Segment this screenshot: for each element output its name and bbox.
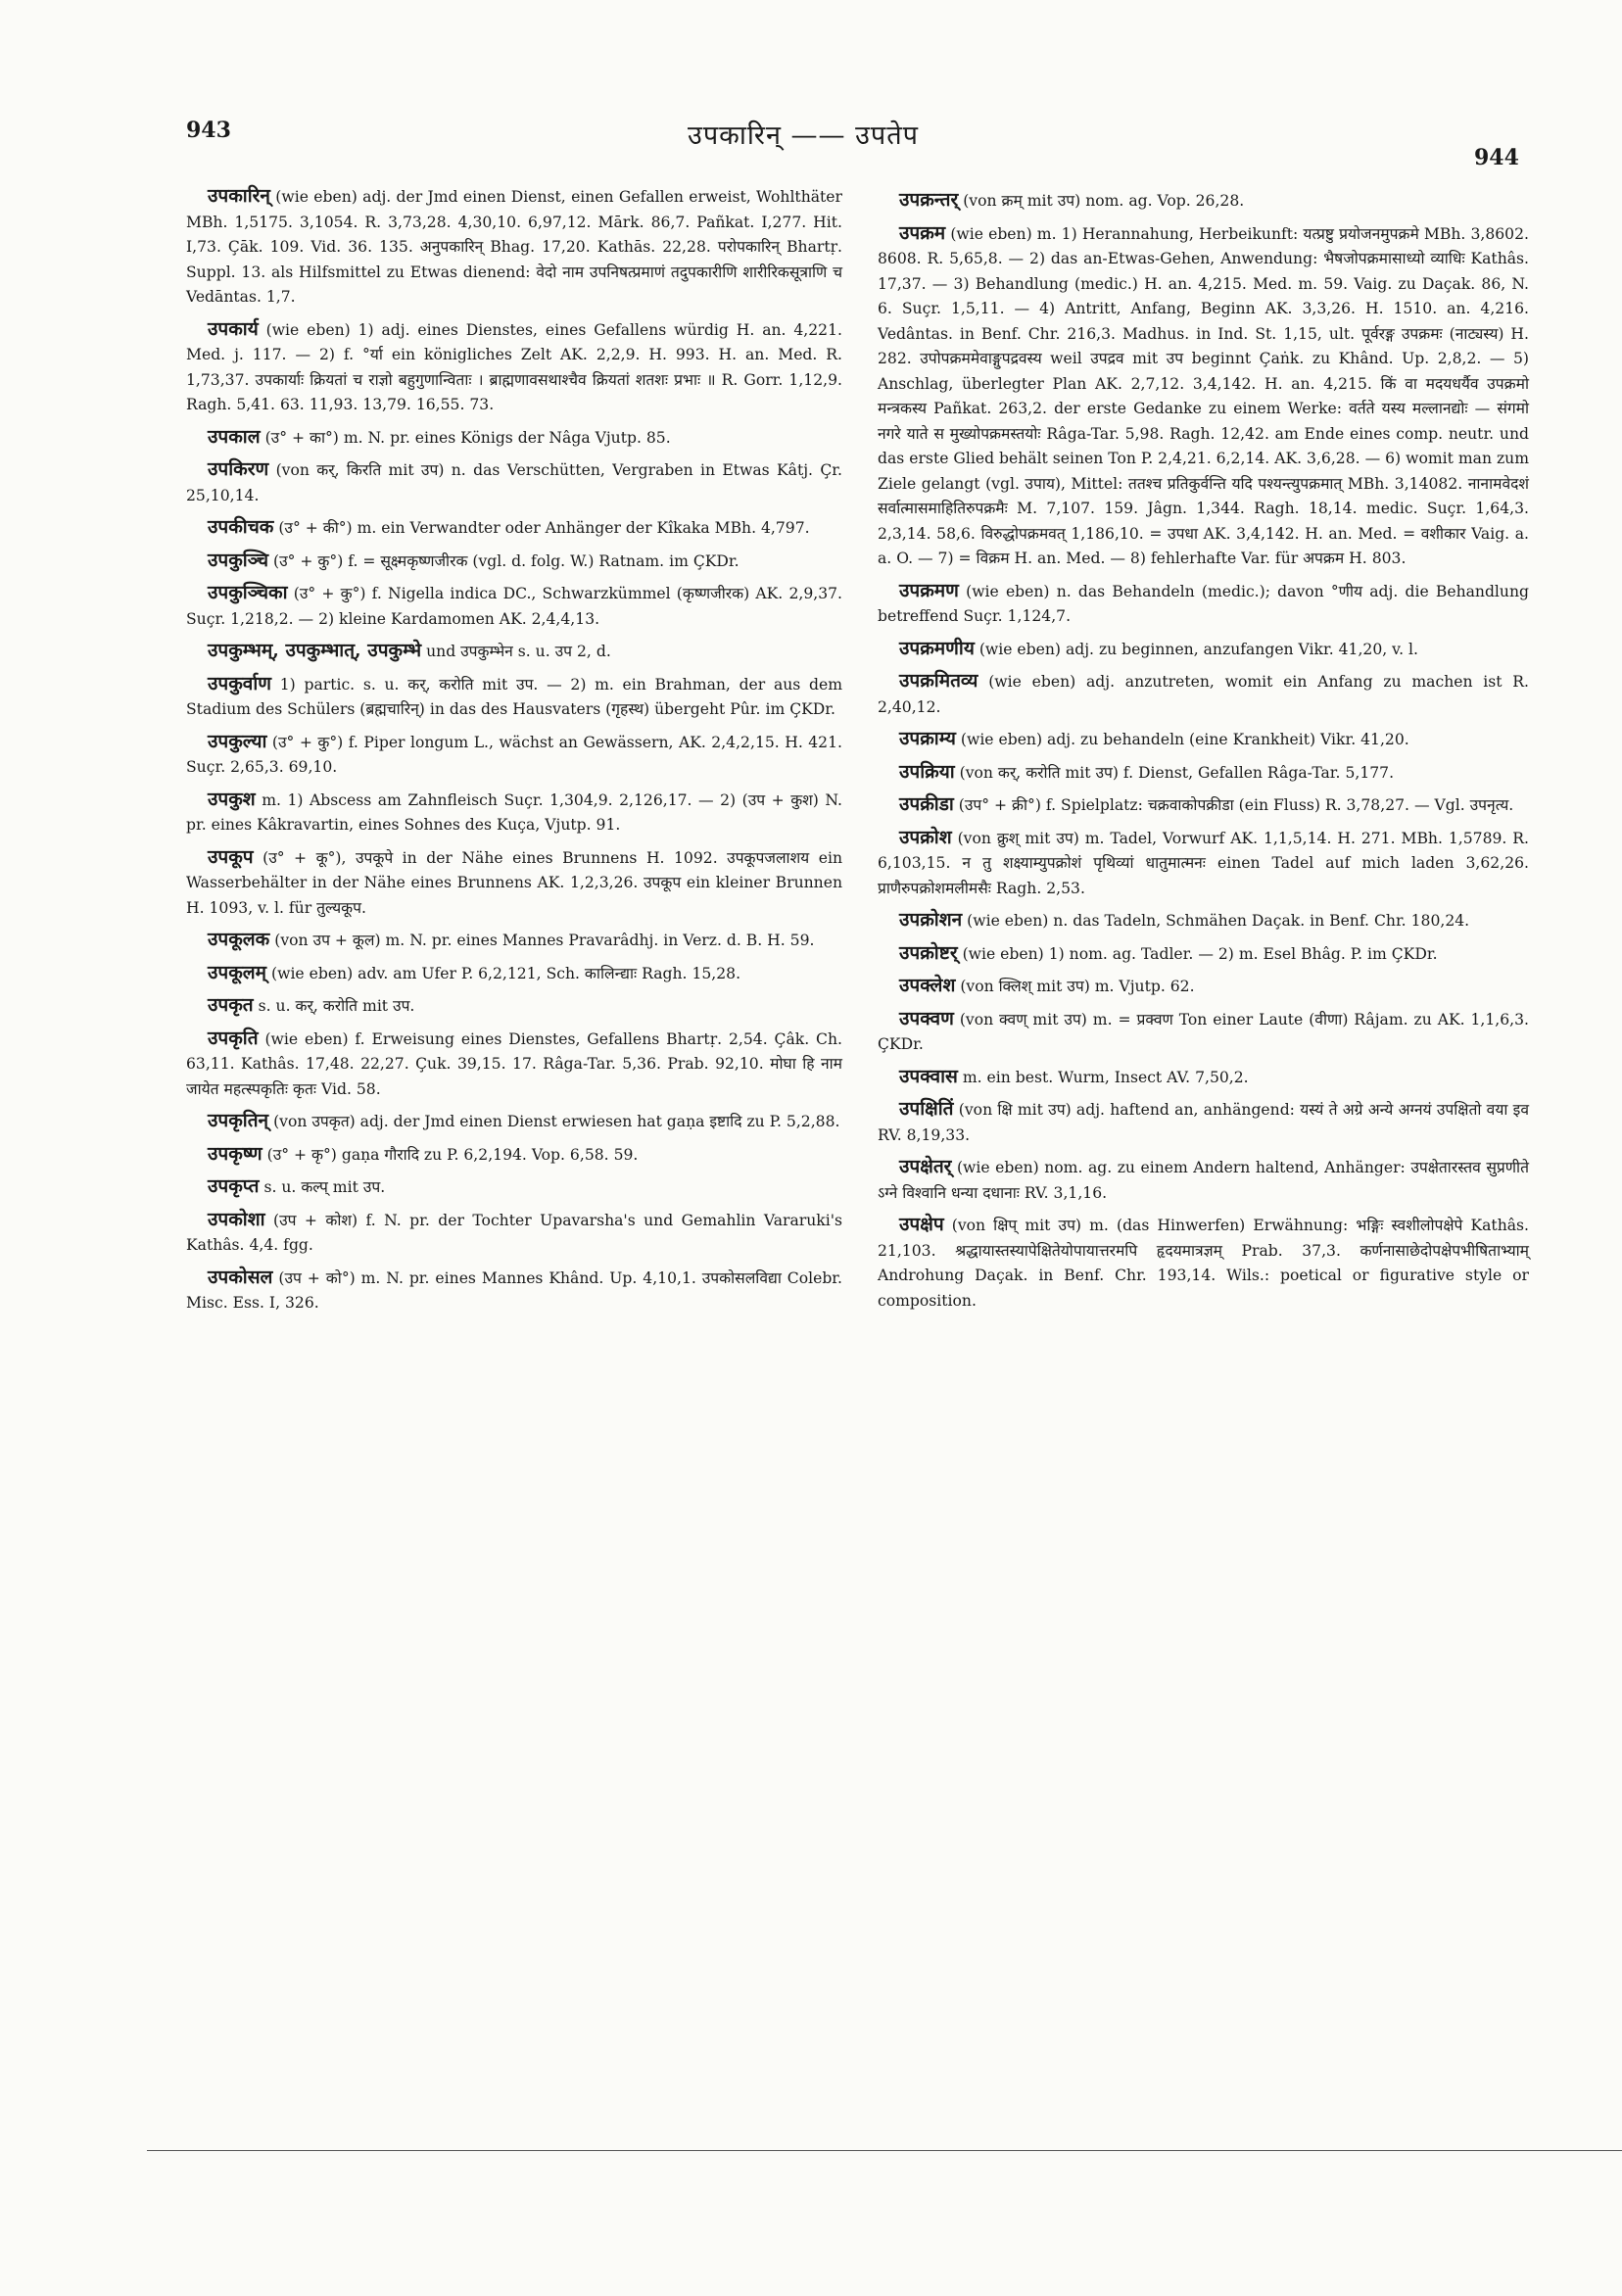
entry-body: (von कर्, किरति mit उप) n. das Verschütten, Vergraben in Etwas Kâtj. Çr. 25,10,14. bbox=[186, 461, 842, 504]
entry-headword: उपकृत bbox=[208, 994, 254, 1016]
dictionary-entry bbox=[186, 317, 842, 418]
entry-body: (उ° + का°) m. N. pr. eines Königs der Nâga Vjutp. 85. bbox=[264, 428, 671, 447]
entry-body: (von क्रम् mit उप) nom. ag. Vop. 26,28. bbox=[963, 192, 1245, 210]
entry-headword: उपक्वास bbox=[899, 1065, 958, 1087]
entry-headword: उपकीचक bbox=[208, 516, 274, 538]
entry-body: (von क्वण् mit उप) m. = प्रक्वण Ton einer Laute (वीणा) Râjam. zu AK. 1,1,6,3. ÇKDr. bbox=[878, 1010, 1529, 1053]
entry-headword: उपकृष्ण bbox=[208, 1142, 262, 1165]
dictionary-entry bbox=[878, 188, 1529, 215]
footer-rule bbox=[147, 2150, 1622, 2151]
dictionary-entry bbox=[878, 941, 1529, 968]
entry-headword: उपक्रमितव्य bbox=[899, 670, 978, 692]
dictionary-entry bbox=[186, 457, 842, 508]
dictionary-entry bbox=[186, 961, 842, 987]
entry-body: (उ° + की°) m. ein Verwandter oder Anhänger der Kîkaka MBh. 4,797. bbox=[278, 519, 810, 537]
dictionary-entry bbox=[186, 788, 842, 838]
dictionary-entry bbox=[878, 1065, 1529, 1091]
dictionary-entry bbox=[186, 1109, 842, 1135]
dictionary-entry bbox=[186, 184, 842, 311]
running-head: उपकारिन् —— उपतेप bbox=[688, 120, 919, 151]
entry-headword: उपकोसल bbox=[208, 1266, 273, 1288]
entry-body: (उप° + क्री°) f. Spielplatz: चक्रवाकोपक्रीडा (ein Fluss) R. 3,78,27. — Vgl. उपनृत्य. bbox=[958, 796, 1514, 814]
dictionary-entry bbox=[186, 425, 842, 452]
entry-body: s. u. कर्, करोति mit उप. bbox=[258, 997, 415, 1015]
dictionary-entry bbox=[878, 1155, 1529, 1206]
dictionary-entry bbox=[186, 928, 842, 954]
entry-headword: उपक्राम्य bbox=[899, 728, 956, 749]
entry-body: (wie eben) adj. zu beginnen, anzufangen Vikr. 41,20, v. l. bbox=[978, 640, 1419, 658]
entry-body: (wie eben) m. 1) Herannahung, Herbeikunft: यत्प्रष्टु प्रयोजनमुपक्रमे MBh. 3,8602. 8608. R. 5,65,8. — 2) das an-Etwas-Gehen, Anwendung: भैषजोपक्रमासाध्यो व्याधिः Kathâs. 17,37. — 3) Behandlung (medic.) H. an. 4,215. Med. m. 59. Vaig. zu Daçak. 86, N. 6. Suçr. 1,5,11. — 4) Antritt, Anfang, Beginn AK. 3,3,26. H. 1510. an. 4,216. Vedântas. in Benf. Chr. 216,3. Madhus. in Ind. St. 1,15, ult. पूर्वरङ्ग उपक्रमः (नाट्यस्य) H. 282. उपोपक्रममेवाङ्गुपद्रवस्य weil उपद्रव mit उप beginnt Çaṅk. zu Khând. Up. 2,8,2. — 5) Anschlag, überlegter Plan AK. 2,7,12. 3,4,142. H. an. 4,215. किं वा मदयधर्यैव उपक्रमो मन्त्रकस्य Pañkat. 263,2. der erste Gedanke zu einem Werke: वर्तते यस्य मल्लानद्योः — संगमो नगरे याते स मुख्योपक्रमस्तयोः Râga-Tar. 5,98. Ragh. 12,42. am Ende eines comp. neutr. und das erste Glied behält seinen Ton P. 2,4,21. 6,2,14. AK. 3,6,28. — 6) womit man zum Ziele gelangt (vgl. उपाय), Mittel: ततश्च प्रतिकुर्वन्ति यदि पश्यन्त्युपक्रमात् MBh. 3,14082. नानामवेदशं सर्वात्मासमाहितिरुपक्रमैः M. 7,107. 159. Jâgn. 1,344. Ragh. 18,14. medic. Suçr. 1,64,3. 2,3,14. 58,6. विरुद्धोपक्रमवत् 1,186,10. = उपधा AK. 3,4,142. H. an. Med. = वशीकार Vaig. a. a. O. — 7) = विक्रम H. an. Med. — 8) fehlerhafte Var. für अपक्रम H. 803. bbox=[878, 224, 1529, 567]
dictionary-entry bbox=[186, 672, 842, 723]
entry-body: (wie eben) 1) adj. eines Dienstes, eines Gefallens würdig H. an. 4,221. Med. j. 117. — 2) f. °र्या ein königliches Zelt AK. 2,2,9. H. 993. H. an. Med. R. 1,73,37. उपकार्याः क्रियतां च राज्ञो बहुगुणान्विताः । ब्राह्मणावसथाश्चैव क्रियतां शतशः प्रभाः ॥ R. Gorr. 1,12,9. Ragh. 5,41. 63. 11,93. 13,79. 16,55. 73. bbox=[186, 320, 842, 413]
entry-headword: उपकार्य bbox=[208, 317, 259, 340]
entry-headword: उपकृतिन् bbox=[208, 1110, 269, 1131]
entry-body: s. u. कल्प् mit उप. bbox=[263, 1178, 386, 1196]
entry-headword: उपक्वण bbox=[899, 1007, 954, 1029]
dictionary-entry bbox=[186, 845, 842, 922]
entry-body: (उ° + कू°), उपकूपे in der Nähe eines Brunnens H. 1092. उपकूपजलाशय ein Wasserbehälter in der Nähe eines Brunnens AK. 1,2,3,26. उपकूप ein kleiner Brunnen H. 1093, v. l. für तुल्यकूप. bbox=[186, 848, 842, 917]
dictionary-entry bbox=[186, 1142, 842, 1169]
dictionary-entry bbox=[878, 974, 1529, 1000]
entry-body: (wie eben) adv. am Ufer P. 6,2,121, Sch. कालिन्द्याः Ragh. 15,28. bbox=[271, 964, 741, 982]
dictionary-entry bbox=[186, 1208, 842, 1259]
entry-body: und उपकुम्भेन s. u. उप 2, d. bbox=[426, 643, 611, 660]
entry-body: (von क्रुश् mit उप) m. Tadel, Vorwurf AK. 1,1,5,14. H. 271. MBh. 1,5789. R. 6,103,15. न तु शक्ष्याम्युपक्रोशं पृथिव्यां धातुमात्मनः einen Tadel auf mich laden 3,62,26. प्राणैरुपक्रोशमलीमसैः Ragh. 2,53. bbox=[878, 829, 1529, 897]
dictionary-entry bbox=[186, 993, 842, 1020]
entry-headword: उपक्रोष्टर् bbox=[899, 941, 958, 964]
dictionary-entry bbox=[878, 221, 1529, 572]
dictionary-entry bbox=[878, 727, 1529, 753]
dictionary-entry bbox=[186, 730, 842, 781]
dictionary-entry bbox=[878, 579, 1529, 630]
dictionary-entry bbox=[186, 515, 842, 542]
entry-headword: उपक्रमणीय bbox=[899, 637, 975, 659]
entry-body: m. 1) Abscess am Zahnfleisch Suçr. 1,304,9. 2,126,17. — 2) (उप + कुश) N. pr. eines Kâkravartin, eines Sohnes des Kuça, Vjutp. 91. bbox=[186, 790, 842, 834]
entry-headword: उपक्लेश bbox=[899, 975, 956, 996]
dictionary-entry bbox=[878, 908, 1529, 934]
entry-body: (उ° + कु°) f. = सूक्ष्मकृष्णजीरक (vgl. d. folg. W.) Ratnam. im ÇKDr. bbox=[273, 551, 739, 570]
entry-headword: उपक्रम bbox=[899, 221, 946, 244]
entry-body: m. ein best. Wurm, Insect AV. 7,50,2. bbox=[962, 1068, 1249, 1086]
entry-headword: उपक्रोशन bbox=[899, 909, 963, 931]
entry-body: (wie eben) n. das Behandeln (medic.); davon °णीय adj. die Behandlung betreffend Suçr. 1,124,7. bbox=[878, 582, 1529, 625]
dictionary-entry bbox=[878, 760, 1529, 787]
entry-body: (उप + को°) m. N. pr. eines Mannes Khând. Up. 4,10,1. उपकोसलविद्या Colebr. Misc. Ess. I, 326. bbox=[186, 1268, 842, 1312]
entry-body: (उ° + कु°) f. Piper longum L., wächst an Gewässern, AK. 2,4,2,15. H. 421. Suçr. 2,65,3. 69,10. bbox=[186, 733, 842, 776]
entry-body: (wie eben) adj. zu behandeln (eine Krankheit) Vikr. 41,20. bbox=[960, 731, 1409, 748]
dictionary-entry bbox=[878, 826, 1529, 902]
entry-headword: उपकूप bbox=[208, 845, 254, 868]
entry-body: (उ° + कृ°) gaṇa गौरादि zu P. 6,2,194. Vop. 6,58. 59. bbox=[266, 1145, 639, 1164]
entry-body: (wie eben) n. das Tadeln, Schmähen Daçak. in Benf. Chr. 180,24. bbox=[967, 912, 1470, 930]
entry-body: 1) partic. s. u. कर्, करोति mit उप. — 2) m. ein Brahman, der aus dem Stadium des Schülers (ब्रह्मचारिन्) in das des Hausvaters (गृहस्थ) übergeht Pûr. im ÇKDr. bbox=[186, 675, 842, 718]
entry-body: (wie eben) adj. anzutreten, womit ein Anfang zu machen ist R. 2,40,12. bbox=[878, 673, 1529, 716]
dictionary-entry bbox=[878, 1007, 1529, 1058]
entry-body: (wie eben) adj. der Jmd einen Dienst, einen Gefallen erweist, Wohlthäter MBh. 1,5175. 3,1054. R. 3,73,28. 4,30,10. 6,97,12. Mārk. 86,7. Pañkat. I,277. Hit. I,73. Çāk. 109. Vid. 36. 135. अनुपकारिन् Bhag. 17,20. Kathās. 22,28. परोपकारिन् Bhartṛ. Suppl. 13. als Hilfsmittel zu Etwas dienend: वेदो नाम उपनिषत्प्रमाणं तदुपकारीणि शारीरिकसूत्राणि च Vedāntas. 1,7. bbox=[186, 188, 842, 306]
entry-body: (उ° + कु°) f. Nigella indica DC., Schwarzkümmel (कृष्णजीरक) AK. 2,9,37. Suçr. 1,218,2. — 2) kleine Kardamomen AK. 2,4,4,13. bbox=[186, 585, 842, 628]
entry-headword: उपकुल्या bbox=[208, 730, 267, 752]
entry-headword: उपकुञ्चि bbox=[208, 549, 269, 571]
entry-headword: उपकोशा bbox=[208, 1208, 265, 1230]
dictionary-entry bbox=[186, 581, 842, 632]
dictionary-entry bbox=[878, 1097, 1529, 1148]
dictionary-entry bbox=[186, 1027, 842, 1103]
entry-body: (von क्लिश् mit उप) m. Vjutp. 62. bbox=[960, 978, 1195, 995]
entry-headword: उपक्रोश bbox=[899, 826, 952, 848]
dictionary-entry bbox=[186, 549, 842, 575]
left-column bbox=[186, 184, 842, 1323]
entry-body: (wie eben) f. Erweisung eines Dienstes, Gefallens Bhartṛ. 2,54. Çâk. Ch. 63,11. Kathâs. 17,48. 22,27. Çuk. 39,15. 17. Râga-Tar. 5,36. Prab. 92,10. मोघा हि नाम जायेत महत्स्पकृतिः कृतः Vid. 58. bbox=[186, 1029, 842, 1098]
entry-headword: उपकिरण bbox=[208, 458, 269, 480]
entry-headword: उपकुर्वाण bbox=[208, 672, 272, 694]
entry-headword: उपकाल bbox=[208, 425, 261, 448]
entry-headword: उपक्रिया bbox=[899, 760, 955, 783]
entry-body: (von उप + कूल) m. N. pr. eines Mannes Pravarâdhj. in Verz. d. B. H. 59. bbox=[274, 932, 815, 949]
entry-body: (wie eben) nom. ag. zu einem Andern haltend, Anhänger: उपक्षेतारस्तव सुप्रणीते ऽग्ने विश्वानि धन्या दधानाः RV. 3,1,16. bbox=[878, 1159, 1529, 1202]
entry-headword: उपक्षितिं bbox=[899, 1098, 954, 1120]
entry-headword: उपकुञ्चिका bbox=[208, 582, 288, 603]
entry-headword: उपकारिन् bbox=[208, 185, 270, 207]
entry-body: (wie eben) 1) nom. ag. Tadler. — 2) m. Esel Bhâg. P. im ÇKDr. bbox=[962, 944, 1438, 963]
entry-body: (von कर्, करोति mit उप) f. Dienst, Gefallen Râga-Tar. 5,177. bbox=[959, 763, 1395, 782]
page-number-right: 944 bbox=[1474, 145, 1519, 170]
dictionary-entry bbox=[186, 639, 842, 665]
dictionary-entry bbox=[878, 669, 1529, 720]
dictionary-entry bbox=[186, 1174, 842, 1201]
entry-headword: उपक्रीडा bbox=[899, 793, 954, 815]
entry-headword: उपकुम्भम्, उपकुम्भात्, उपकुम्भे bbox=[208, 640, 422, 661]
entry-headword: उपक्षेप bbox=[899, 1214, 944, 1235]
entry-headword: उपकुश bbox=[208, 788, 256, 810]
entry-headword: उपक्रमण bbox=[899, 579, 959, 601]
entry-headword: उपक्षेतर् bbox=[899, 1156, 952, 1177]
entry-body: (von क्षिप् mit उप) m. (das Hinwerfen) Erwähnung: भङ्गिः स्वशीलोपक्षेपे Kathâs. 21,103. श्रद्धायास्तस्यापेक्षितेयोपायात्तरमपि हृदयमात्रज्ञम् Prab. 37,3. कर्णनासाछेदोपक्षेपभीषिताभ्याम् Androhung Daçak. in Benf. Chr. 193,14. Wils.: poetical or figurative style or composition. bbox=[878, 1217, 1529, 1310]
dictionary-entry bbox=[878, 637, 1529, 663]
entry-body: (von क्षि mit उप) adj. haftend an, anhängend: यस्यं ते अग्रे अन्ये अग्नयं उपक्षितो वया इव RV. 8,19,33. bbox=[878, 1101, 1529, 1144]
entry-body: (उप + कोश) f. N. pr. der Tochter Upavarsha's und Gemahlin Vararuki's Kathâs. 4,4. fgg. bbox=[186, 1211, 842, 1254]
dictionary-entry bbox=[878, 1213, 1529, 1314]
entry-headword: उपकृति bbox=[208, 1027, 259, 1049]
entry-headword: उपकूलम् bbox=[208, 961, 267, 983]
right-column bbox=[878, 188, 1529, 1320]
entry-body: (von उपकृत) adj. der Jmd einen Dienst erwiesen hat gaṇa इष्टादि zu P. 5,2,88. bbox=[273, 1113, 840, 1130]
page-number-left: 943 bbox=[186, 118, 231, 143]
dictionary-entry bbox=[186, 1266, 842, 1316]
entry-headword: उपक्रन्तर् bbox=[899, 189, 959, 211]
entry-headword: उपकूलक bbox=[208, 929, 270, 950]
entry-headword: उपकृप्त bbox=[208, 1175, 260, 1197]
dictionary-entry bbox=[878, 792, 1529, 819]
